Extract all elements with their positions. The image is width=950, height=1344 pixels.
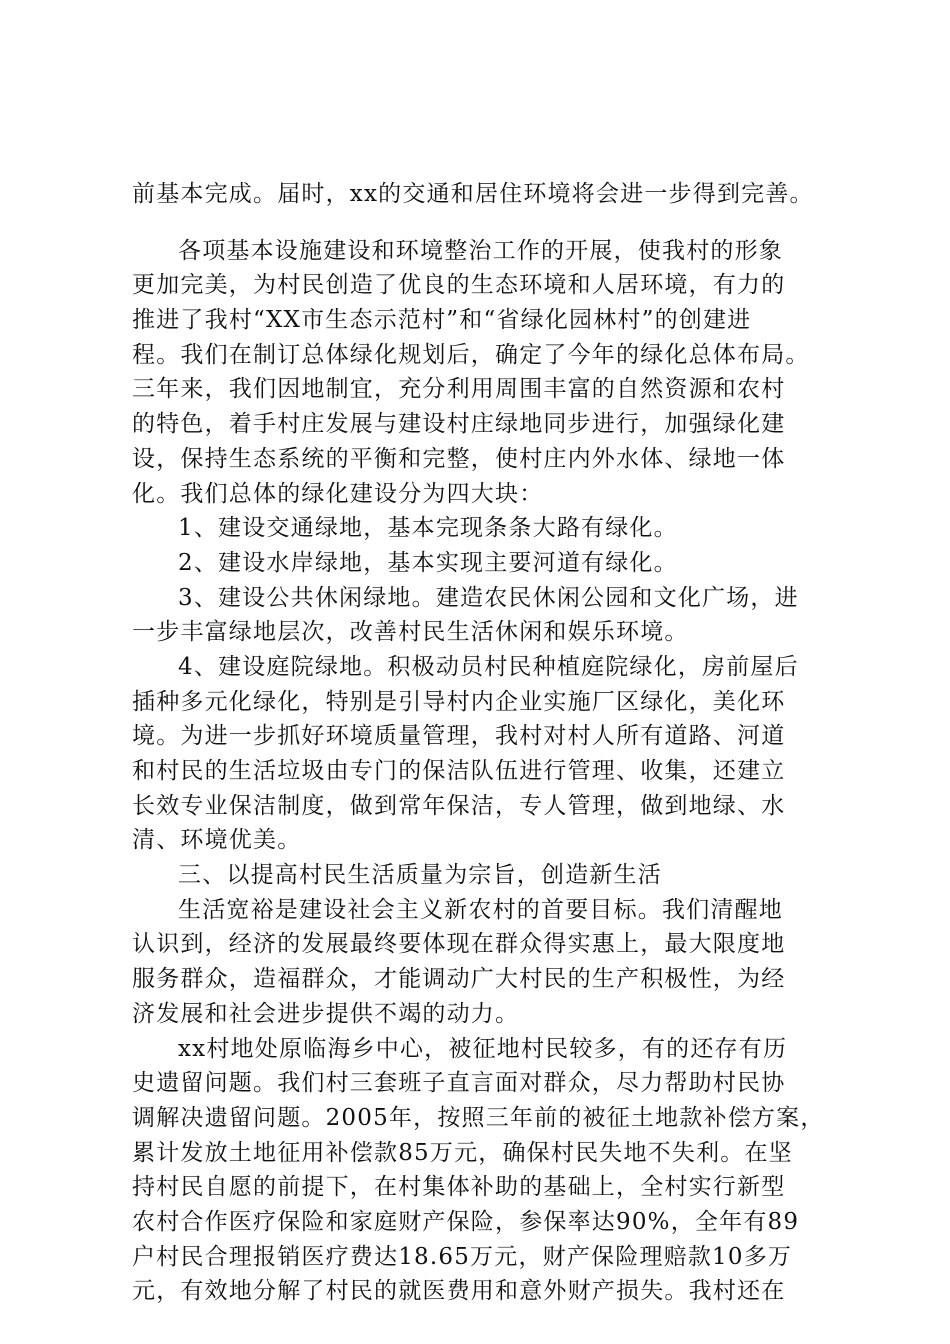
list-item: 4、建设庭院绿地。积极动员村民种植庭院绿化，房前屋后: [178, 653, 799, 680]
list-item: 3、建设公共休闲绿地。建造农民休闲公园和文化广场，进: [178, 584, 799, 611]
text-line: 史遗留问题。我们村三套班子直言面对群众，尽力帮助村民协: [132, 1070, 786, 1097]
text-line: 化。我们总体的绿化建设分为四大块：: [132, 480, 544, 507]
text-line: 境。为进一步抓好环境质量管理，我村对村人所有道路、河道: [132, 723, 786, 750]
section-heading: 三、以提高村民生活质量为宗旨，创造新生活: [178, 862, 662, 889]
text-line: 清、环境优美。: [132, 827, 302, 854]
text-line: 济发展和社会进步提供不竭的动力。: [132, 1000, 520, 1027]
text-line: 程。我们在制订总体绿化规划后，确定了今年的绿化总体布局。: [132, 341, 810, 368]
text-line: 长效专业保洁制度，做到常年保洁，专人管理，做到地绿、水: [132, 792, 786, 819]
text-line: 认识到，经济的发展最终要体现在群众得实惠上，最大限度地: [132, 931, 786, 958]
text-line: 累计发放土地征用补偿款85万元，确保村民失地不失利。在坚: [132, 1139, 793, 1166]
text-line: 调解决遗留问题。2005年，按照三年前的被征土地款补偿方案，: [132, 1104, 825, 1131]
text-line: 服务群众，造福群众，才能调动广大村民的生产积极性，为经: [132, 966, 786, 993]
document-body: [132, 177, 832, 1309]
text-line: 设，保持生态系统的平衡和完整，使村庄内外水体、绿地一体: [132, 445, 786, 472]
text-line: 持村民自愿的前提下，在村集体补助的基础上，全村实行新型: [132, 1174, 786, 1201]
text-line: 更加完美，为村民创造了优良的生态环境和人居环境，有力的: [132, 272, 786, 299]
text-line: 的特色，着手村庄发展与建设村庄绿地同步进行，加强绿化建: [132, 411, 786, 438]
list-item: 1、建设交通绿地，基本完现条条大路有绿化。: [178, 515, 678, 542]
text-line: 推进了我村“XX市生态示范村”和“省绿化园林村”的创建进: [132, 307, 752, 334]
text-line: 元，有效地分解了村民的就医费用和意外财产损失。我村还在: [132, 1278, 786, 1305]
list-item: 2、建设水岸绿地，基本实现主要河道有绿化。: [178, 549, 678, 576]
text-line: 一步丰富绿地层次，改善村民生活休闲和娱乐环境。: [132, 619, 689, 646]
text-line: 户村民合理报销医疗费达18.65万元，财产保险理赔款10多万: [132, 1243, 793, 1270]
paragraph-first-line: 各项基本设施建设和环境整治工作的开展，使我村的形象: [178, 237, 783, 264]
text-line: 插种多元化绿化，特别是引导村内企业实施厂区绿化，美化环: [132, 688, 786, 715]
text-line: 和村民的生活垃圾由专门的保洁队伍进行管理、收集，还建立: [132, 758, 786, 784]
paragraph-first-line: xx村地处原临海乡中心，被征地村民较多，有的还存有历: [178, 1035, 788, 1062]
text-line: 前基本完成。届时，xx的交通和居住环境将会进一步得到完善。: [132, 181, 814, 207]
paragraph-first-line: 生活宽裕是建设社会主义新农村的首要目标。我们清醒地: [178, 896, 783, 923]
text-line: 农村合作医疗保险和家庭财产保险，参保率达90%，全年有89: [132, 1208, 800, 1235]
paragraph-gap: [132, 212, 832, 234]
text-line: 三年来，我们因地制宜，充分利用周围丰富的自然资源和农村: [132, 376, 786, 403]
